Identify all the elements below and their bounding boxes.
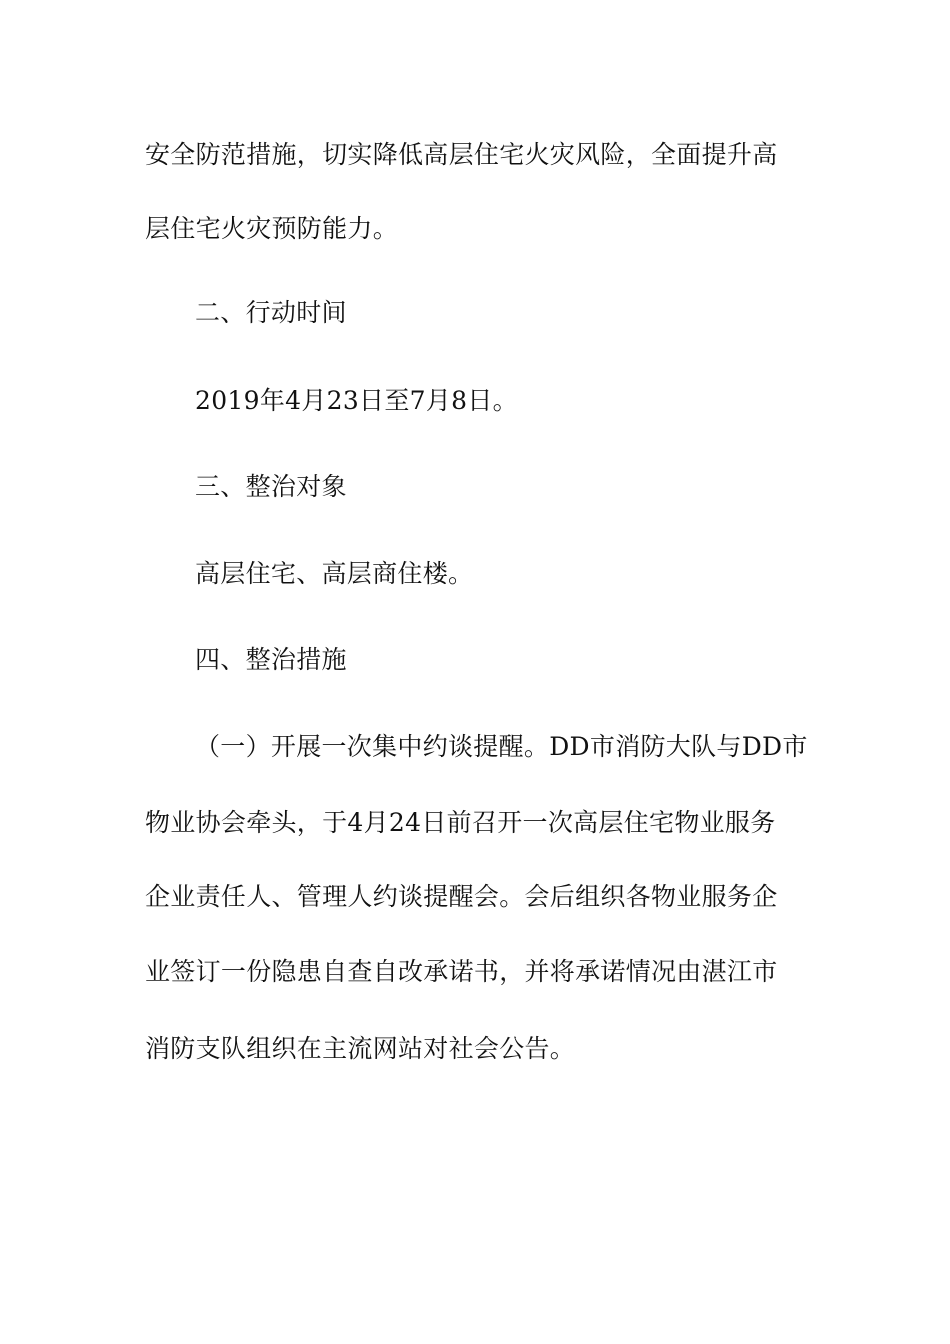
action-time-text: 2019年4月23日至7月8日。 [195,386,518,415]
paragraph-line: 企业责任人、管理人约谈提醒会。会后组织各物业服务企 [145,882,778,911]
paragraph-line: （一）开展一次集中约谈提醒。DD市消防大队与DD市 [195,732,808,761]
paragraph-line: 消防支队组织在主流网站对社会公告。 [145,1034,576,1063]
targets-text: 高层住宅、高层商住楼。 [195,559,474,588]
paragraph-line: 安全防范措施，切实降低高层住宅火灾风险，全面提升高 [145,140,778,169]
section-heading-measures: 四、整治措施 [195,645,347,674]
section-heading-targets: 三、整治对象 [195,472,347,501]
paragraph-line: 业签订一份隐患自查自改承诺书，并将承诺情况由湛江市 [145,957,778,986]
section-heading-action-time: 二、行动时间 [195,298,347,327]
paragraph-line: 层住宅火灾预防能力。 [145,214,399,243]
paragraph-line: 物业协会牵头，于4月24日前召开一次高层住宅物业服务 [145,808,776,837]
